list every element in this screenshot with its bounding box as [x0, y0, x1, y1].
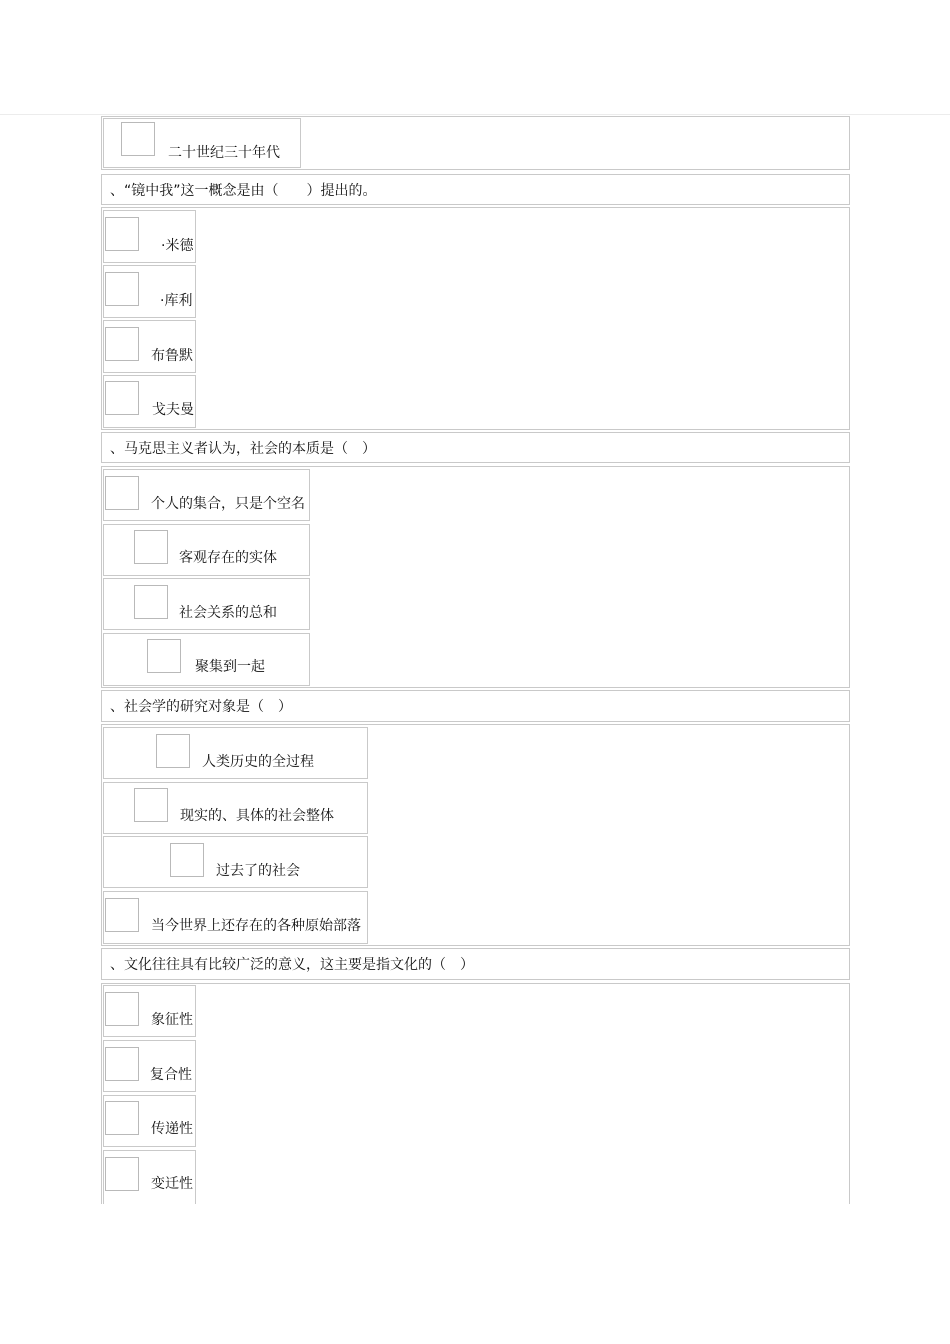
- q1-option-d-checkbox[interactable]: [105, 381, 139, 415]
- q3-option-b[interactable]: [103, 782, 368, 834]
- q2-option-d[interactable]: [103, 633, 310, 686]
- q0-option-label: 二十世纪三十年代: [168, 145, 280, 161]
- q4-question-row: [101, 948, 850, 980]
- q2-option-a[interactable]: [103, 469, 310, 521]
- q1-option-d-label: 戈夫曼: [152, 402, 194, 418]
- q1-question-row: [101, 174, 850, 205]
- q2-option-d-label: 聚集到一起: [195, 659, 265, 675]
- q2-option-d-checkbox[interactable]: [147, 639, 181, 673]
- q1-option-b[interactable]: [103, 265, 196, 318]
- q2-option-a-label: 个人的集合，只是个空名: [151, 496, 305, 512]
- q4-option-c-checkbox[interactable]: [105, 1101, 139, 1135]
- q2-question-row: [101, 432, 850, 463]
- q1-option-c-checkbox[interactable]: [105, 327, 139, 361]
- q1-option-c[interactable]: [103, 320, 196, 373]
- q1-option-d[interactable]: [103, 375, 196, 428]
- q4-option-c[interactable]: [103, 1095, 196, 1147]
- q4-options-panel: [101, 983, 850, 1204]
- q3-question-text: 、社会学的研究对象是（ ）: [110, 699, 292, 715]
- q1-option-a-checkbox[interactable]: [105, 217, 139, 251]
- q2-option-b-checkbox[interactable]: [134, 530, 168, 564]
- q3-option-a-label: 人类历史的全过程: [202, 754, 314, 770]
- q2-option-a-checkbox[interactable]: [105, 476, 139, 510]
- q1-option-b-checkbox[interactable]: [105, 272, 139, 306]
- q4-option-b[interactable]: [103, 1040, 196, 1092]
- q3-option-c[interactable]: [103, 836, 368, 888]
- q1-option-b-label: ·库利: [160, 293, 193, 309]
- q4-option-b-checkbox[interactable]: [105, 1047, 139, 1081]
- q3-option-b-label: 现实的、具体的社会整体: [180, 808, 334, 824]
- q3-question-row: [101, 690, 850, 722]
- q4-option-c-label: 传递性: [151, 1121, 193, 1137]
- q1-options-panel: [101, 207, 850, 430]
- q3-option-d[interactable]: [103, 891, 368, 944]
- q4-option-a-label: 象征性: [151, 1012, 193, 1028]
- q3-option-d-checkbox[interactable]: [105, 898, 139, 932]
- q1-option-c-label: 布鲁默: [151, 348, 193, 364]
- q4-option-d-checkbox[interactable]: [105, 1157, 139, 1191]
- q2-option-b-label: 客观存在的实体: [179, 550, 277, 566]
- q4-question-text: 、文化往往具有比较广泛的意义，这主要是指文化的（ ）: [110, 957, 474, 973]
- q4-option-d-label: 变迁性: [151, 1176, 193, 1192]
- q2-option-c-label: 社会关系的总和: [179, 605, 277, 621]
- q4-option-a[interactable]: [103, 985, 196, 1037]
- q3-option-c-label: 过去了的社会: [216, 863, 300, 879]
- q3-option-d-label: 当今世界上还存在的各种原始部落: [151, 918, 361, 934]
- q2-option-b[interactable]: [103, 524, 310, 576]
- q1-option-a[interactable]: [103, 210, 196, 263]
- q3-option-a[interactable]: [103, 727, 368, 779]
- q2-option-c[interactable]: [103, 578, 310, 630]
- q4-option-a-checkbox[interactable]: [105, 992, 139, 1026]
- q3-option-b-checkbox[interactable]: [134, 788, 168, 822]
- q3-option-c-checkbox[interactable]: [170, 843, 204, 877]
- q4-option-b-label: 复合性: [150, 1067, 192, 1083]
- q1-question-text: 、“镜中我”这一概念是由（ ）提出的。: [110, 183, 377, 199]
- q2-question-text: 、马克思主义者认为，社会的本质是（ ）: [110, 441, 376, 457]
- q1-option-a-label: ·米德: [161, 238, 194, 254]
- q0-option-checkbox[interactable]: [121, 122, 155, 156]
- q0-option-cell[interactable]: [103, 118, 301, 168]
- q3-option-a-checkbox[interactable]: [156, 734, 190, 768]
- q4-option-d[interactable]: [103, 1150, 196, 1204]
- q2-option-c-checkbox[interactable]: [134, 585, 168, 619]
- page-top-edge: [0, 114, 950, 115]
